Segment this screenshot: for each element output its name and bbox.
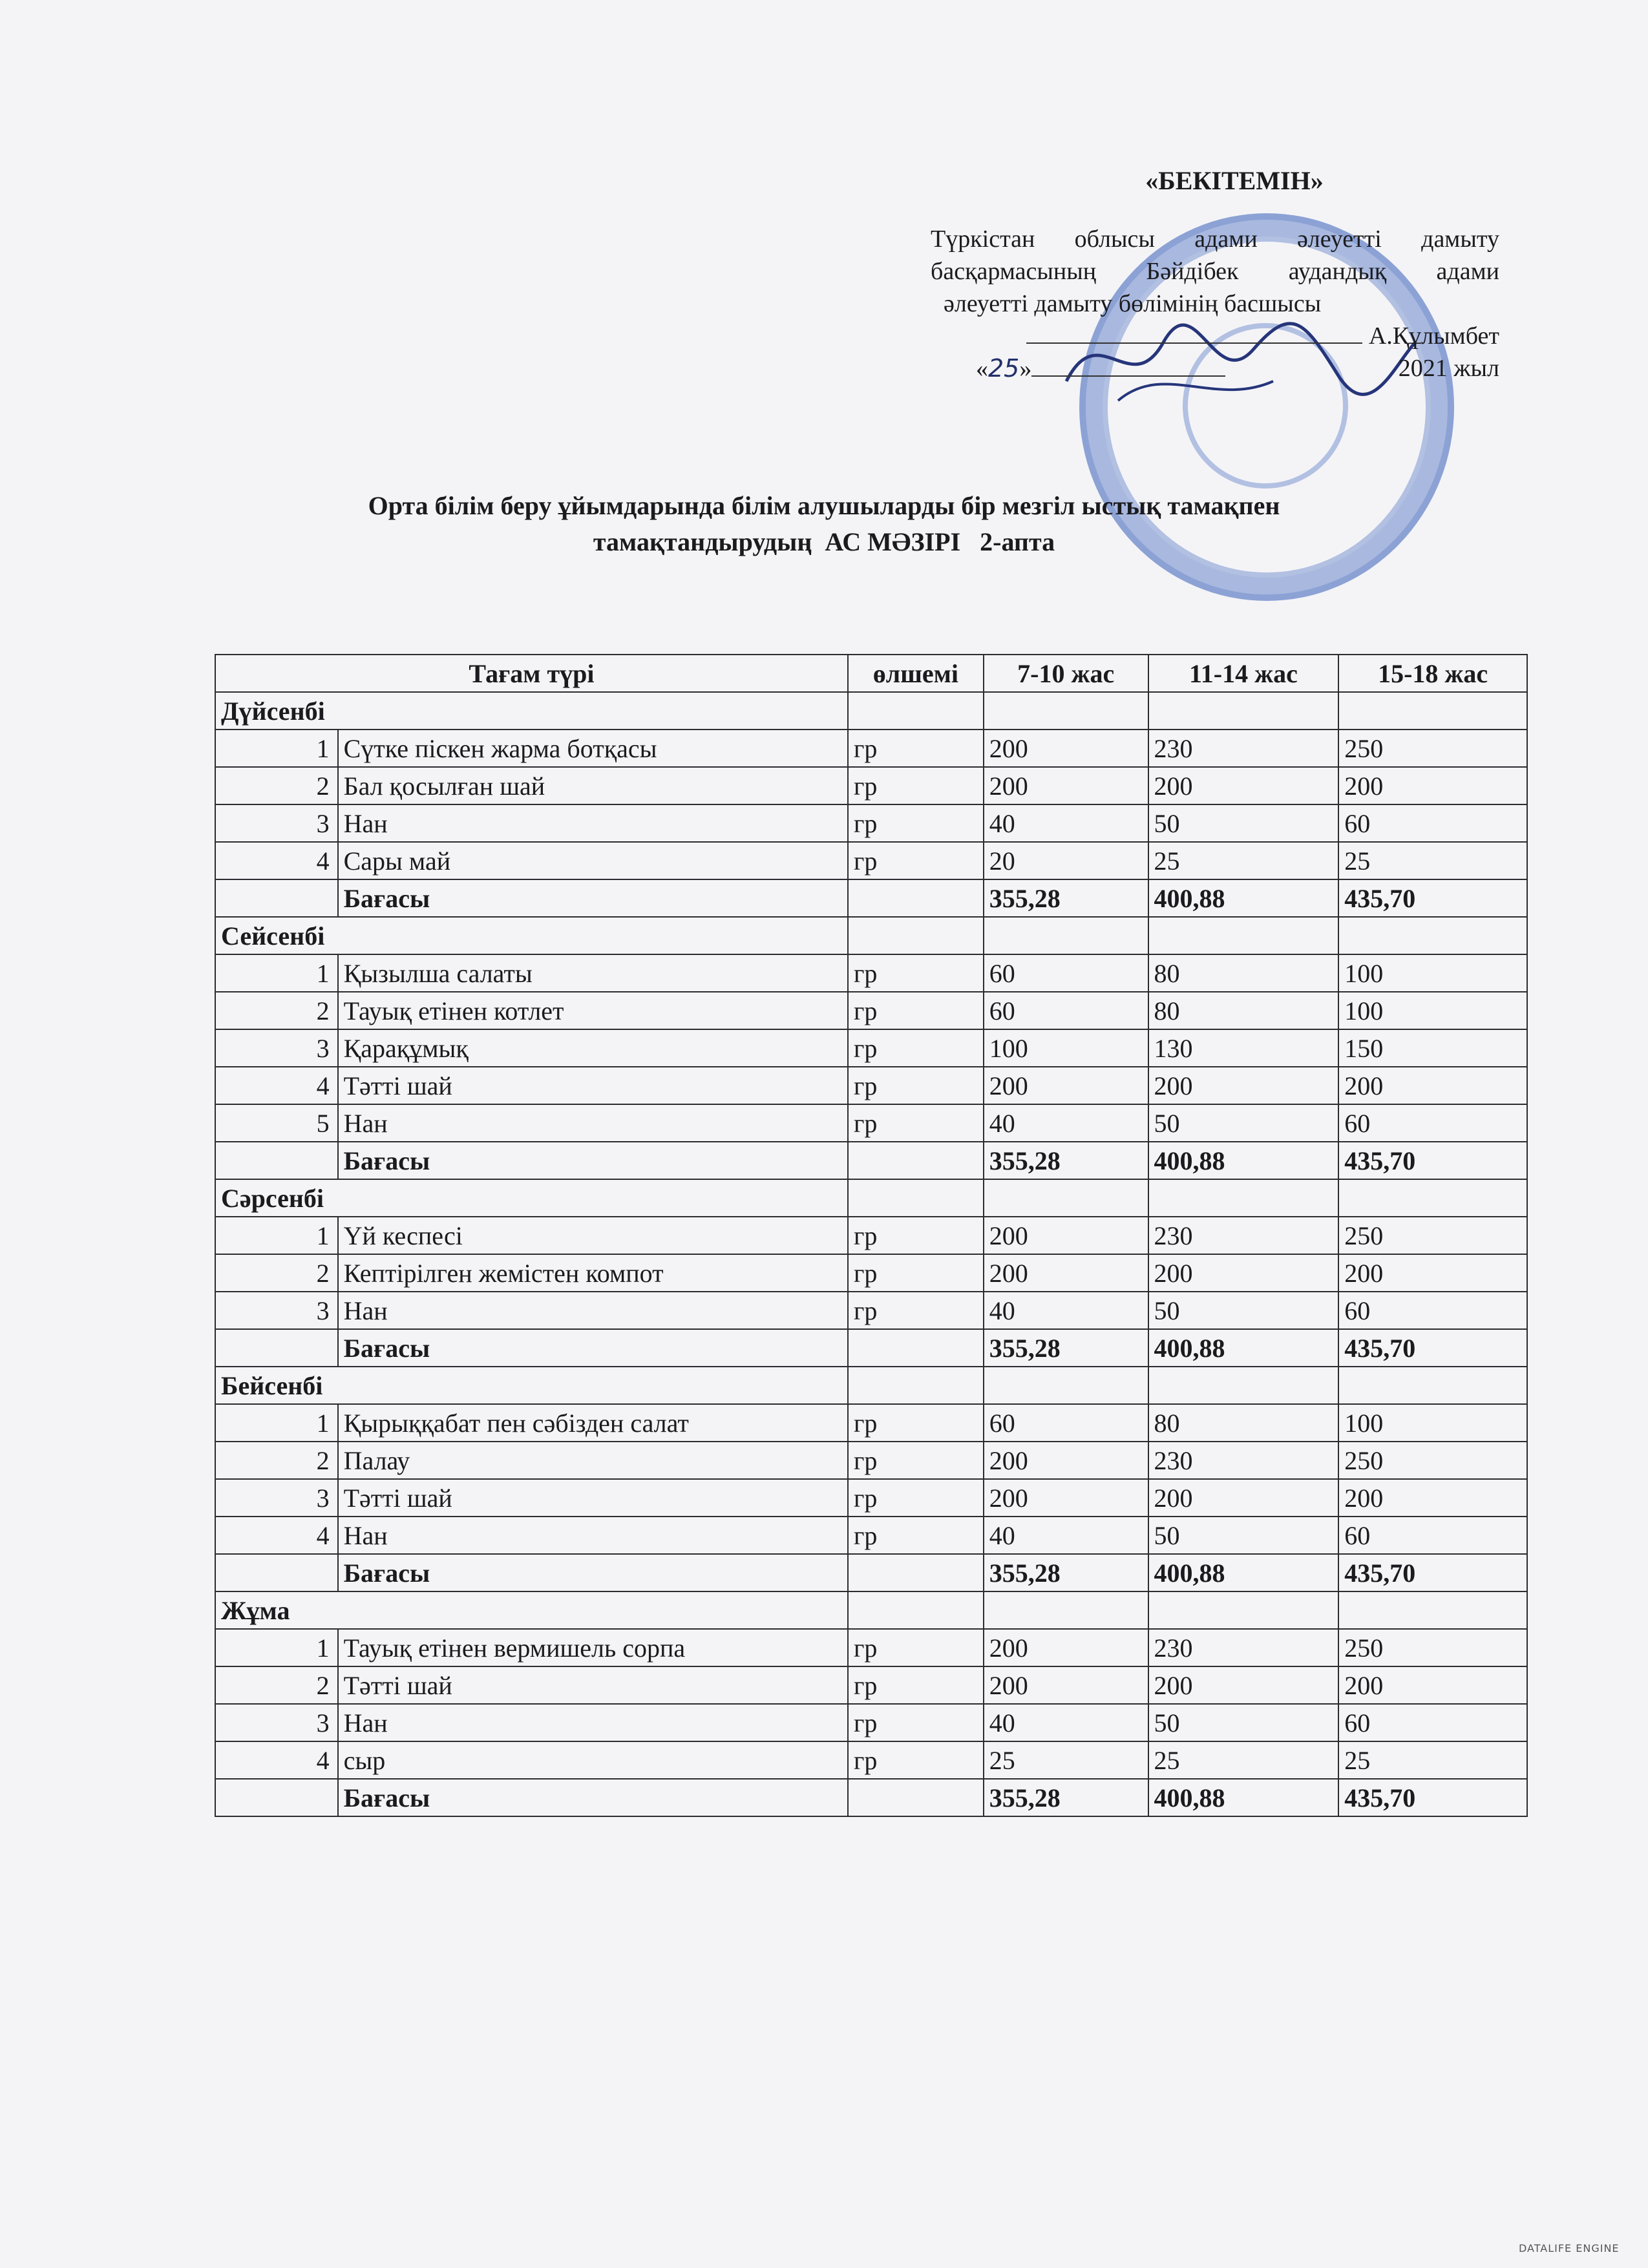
day-row <box>215 1591 1527 1629</box>
price-row <box>215 879 1527 917</box>
empty-cell <box>1338 692 1527 730</box>
date-day-field: «25» <box>976 352 1225 385</box>
table-row <box>215 1517 1527 1554</box>
amount-15-18: 60 <box>1338 1292 1527 1329</box>
dish-name: Нан <box>338 1292 848 1329</box>
unit: гр <box>848 767 984 804</box>
item-number: 2 <box>215 1442 338 1479</box>
empty-cell <box>1148 1179 1339 1217</box>
price-row <box>215 1329 1527 1367</box>
empty-cell <box>215 1554 338 1591</box>
heading-line-2: тамақтандырудың АС МӘЗІРІ 2-апта <box>593 527 1055 556</box>
unit: гр <box>848 1217 984 1254</box>
unit: гр <box>848 842 984 879</box>
price-row <box>215 1142 1527 1179</box>
dish-name: Нан <box>338 1704 848 1741</box>
amount-15-18: 200 <box>1338 1666 1527 1704</box>
table-row <box>215 804 1527 842</box>
empty-cell <box>984 692 1148 730</box>
unit: гр <box>848 1666 984 1704</box>
item-number: 4 <box>215 1067 338 1104</box>
dish-name: Тәтті шай <box>338 1479 848 1517</box>
amount-15-18: 200 <box>1338 1479 1527 1517</box>
dish-name: Нан <box>338 1104 848 1142</box>
empty-cell <box>1338 917 1527 954</box>
item-number: 1 <box>215 1404 338 1442</box>
table-row <box>215 1741 1527 1779</box>
empty-cell <box>848 917 984 954</box>
price-11-14: 400,88 <box>1148 1779 1339 1816</box>
table-row <box>215 842 1527 879</box>
amount-15-18: 200 <box>1338 1254 1527 1292</box>
empty-cell <box>1148 917 1339 954</box>
amount-11-14: 50 <box>1148 1517 1339 1554</box>
price-label: Бағасы <box>338 1329 848 1367</box>
table-row <box>215 1217 1527 1254</box>
unit: гр <box>848 1292 984 1329</box>
header-age-11-14: 11-14 жас <box>1148 655 1339 692</box>
item-number: 4 <box>215 1517 338 1554</box>
empty-cell <box>984 1591 1148 1629</box>
amount-11-14: 50 <box>1148 804 1339 842</box>
amount-7-10: 25 <box>984 1741 1148 1779</box>
price-label: Бағасы <box>338 879 848 917</box>
amount-15-18: 100 <box>1338 992 1527 1029</box>
item-number: 3 <box>215 1704 338 1741</box>
amount-7-10: 200 <box>984 730 1148 767</box>
item-number: 1 <box>215 1217 338 1254</box>
dish-name: сыр <box>338 1741 848 1779</box>
empty-cell <box>848 1591 984 1629</box>
amount-15-18: 25 <box>1338 842 1527 879</box>
table-row <box>215 1666 1527 1704</box>
amount-11-14: 200 <box>1148 1479 1339 1517</box>
amount-7-10: 200 <box>984 1666 1148 1704</box>
dish-name: Сары май <box>338 842 848 879</box>
amount-7-10: 60 <box>984 992 1148 1029</box>
approval-title: «БЕКІТЕМІН» <box>1145 166 1324 195</box>
dish-name: Кептірілген жемістен компот <box>338 1254 848 1292</box>
price-7-10: 355,28 <box>984 1329 1148 1367</box>
amount-7-10: 40 <box>984 1104 1148 1142</box>
dish-name: Қырыққабат пен сәбізден салат <box>338 1404 848 1442</box>
amount-11-14: 230 <box>1148 1217 1339 1254</box>
item-number: 1 <box>215 1629 338 1666</box>
item-number: 2 <box>215 767 338 804</box>
header-dish: Тағам түрі <box>215 655 848 692</box>
price-11-14: 400,88 <box>1148 1142 1339 1179</box>
amount-7-10: 200 <box>984 1067 1148 1104</box>
day-row <box>215 692 1527 730</box>
empty-cell <box>848 1142 984 1179</box>
price-15-18: 435,70 <box>1338 1329 1527 1367</box>
amount-7-10: 100 <box>984 1029 1148 1067</box>
price-15-18: 435,70 <box>1338 879 1527 917</box>
unit: гр <box>848 1442 984 1479</box>
dish-name: Тауық етінен котлет <box>338 992 848 1029</box>
amount-15-18: 250 <box>1338 1629 1527 1666</box>
amount-7-10: 40 <box>984 1704 1148 1741</box>
day-name: Жұма <box>215 1591 848 1629</box>
table-row <box>215 1029 1527 1067</box>
table-row <box>215 1292 1527 1329</box>
empty-cell <box>1148 1591 1339 1629</box>
item-number: 2 <box>215 1254 338 1292</box>
table-row <box>215 1067 1527 1104</box>
amount-7-10: 200 <box>984 1629 1148 1666</box>
amount-11-14: 230 <box>1148 1629 1339 1666</box>
table-row <box>215 730 1527 767</box>
amount-15-18: 60 <box>1338 1704 1527 1741</box>
unit: гр <box>848 1029 984 1067</box>
dish-name: Үй кеспесі <box>338 1217 848 1254</box>
unit: гр <box>848 1629 984 1666</box>
item-number: 3 <box>215 1029 338 1067</box>
price-label: Бағасы <box>338 1142 848 1179</box>
day-name: Дүйсенбі <box>215 692 848 730</box>
month-line <box>1031 375 1225 377</box>
amount-7-10: 200 <box>984 767 1148 804</box>
amount-11-14: 50 <box>1148 1704 1339 1741</box>
empty-cell <box>848 1367 984 1404</box>
unit: гр <box>848 954 984 992</box>
amount-11-14: 200 <box>1148 767 1339 804</box>
amount-11-14: 130 <box>1148 1029 1339 1067</box>
price-15-18: 435,70 <box>1338 1779 1527 1816</box>
amount-15-18: 60 <box>1338 804 1527 842</box>
date-day: 25 <box>988 354 1020 383</box>
empty-cell <box>848 879 984 917</box>
item-number: 1 <box>215 730 338 767</box>
amount-7-10: 40 <box>984 1292 1148 1329</box>
approval-signer <box>931 320 1499 352</box>
menu-table <box>215 654 1528 1817</box>
item-number: 4 <box>215 1741 338 1779</box>
price-7-10: 355,28 <box>984 1779 1148 1816</box>
amount-7-10: 200 <box>984 1217 1148 1254</box>
amount-15-18: 60 <box>1338 1517 1527 1554</box>
unit: гр <box>848 1404 984 1442</box>
empty-cell <box>1148 1367 1339 1404</box>
approval-line-1: Түркістан облысы адами әлеуетті дамыту <box>931 226 1499 253</box>
item-number: 3 <box>215 1292 338 1329</box>
signature-line <box>1026 342 1362 344</box>
unit: гр <box>848 1704 984 1741</box>
dish-name: Нан <box>338 1517 848 1554</box>
approval-line-3: әлеуетті дамыту бөлімінің басшысы <box>944 290 1322 317</box>
dish-name: Нан <box>338 804 848 842</box>
amount-15-18: 200 <box>1338 1067 1527 1104</box>
empty-cell <box>848 1179 984 1217</box>
unit: гр <box>848 1067 984 1104</box>
price-11-14: 400,88 <box>1148 1329 1339 1367</box>
amount-7-10: 200 <box>984 1479 1148 1517</box>
header-unit: өлшемі <box>848 655 984 692</box>
amount-15-18: 25 <box>1338 1741 1527 1779</box>
amount-15-18: 250 <box>1338 1442 1527 1479</box>
amount-15-18: 250 <box>1338 730 1527 767</box>
unit: гр <box>848 804 984 842</box>
unit: гр <box>848 1741 984 1779</box>
empty-cell <box>984 1367 1148 1404</box>
dish-name: Палау <box>338 1442 848 1479</box>
day-name: Сәрсенбі <box>215 1179 848 1217</box>
dish-name: Бал қосылған шай <box>338 767 848 804</box>
amount-11-14: 80 <box>1148 992 1339 1029</box>
table-row <box>215 1479 1527 1517</box>
empty-cell <box>984 917 1148 954</box>
amount-15-18: 150 <box>1338 1029 1527 1067</box>
signer-name: А.Құлымбет <box>1368 322 1499 350</box>
day-row <box>215 1367 1527 1404</box>
item-number: 2 <box>215 992 338 1029</box>
amount-7-10: 60 <box>984 954 1148 992</box>
dish-name: Тауық етінен вермишель сорпа <box>338 1629 848 1666</box>
unit: гр <box>848 1104 984 1142</box>
amount-11-14: 50 <box>1148 1292 1339 1329</box>
amount-11-14: 230 <box>1148 730 1339 767</box>
amount-11-14: 230 <box>1148 1442 1339 1479</box>
table-row <box>215 767 1527 804</box>
dish-name: Тәтті шай <box>338 1067 848 1104</box>
table-row <box>215 992 1527 1029</box>
price-label: Бағасы <box>338 1779 848 1816</box>
empty-cell <box>848 1554 984 1591</box>
approval-date <box>931 352 1499 385</box>
document-heading <box>194 488 1454 560</box>
empty-cell <box>215 1142 338 1179</box>
item-number: 5 <box>215 1104 338 1142</box>
date-year: 2021 жыл <box>1398 355 1499 382</box>
empty-cell <box>215 879 338 917</box>
dish-name: Қызылша салаты <box>338 954 848 992</box>
header-age-15-18: 15-18 жас <box>1338 655 1527 692</box>
table-row <box>215 1104 1527 1142</box>
price-15-18: 435,70 <box>1338 1554 1527 1591</box>
table-row <box>215 1404 1527 1442</box>
price-row <box>215 1779 1527 1816</box>
price-7-10: 355,28 <box>984 879 1148 917</box>
amount-15-18: 100 <box>1338 1404 1527 1442</box>
unit: гр <box>848 1479 984 1517</box>
amount-11-14: 200 <box>1148 1254 1339 1292</box>
amount-11-14: 80 <box>1148 954 1339 992</box>
amount-11-14: 50 <box>1148 1104 1339 1142</box>
empty-cell <box>215 1329 338 1367</box>
day-row <box>215 917 1527 954</box>
price-11-14: 400,88 <box>1148 879 1339 917</box>
amount-15-18: 200 <box>1338 767 1527 804</box>
price-7-10: 355,28 <box>984 1142 1148 1179</box>
table-body <box>215 692 1527 1816</box>
empty-cell <box>848 1779 984 1816</box>
empty-cell <box>848 692 984 730</box>
item-number: 1 <box>215 954 338 992</box>
day-row <box>215 1179 1527 1217</box>
amount-11-14: 25 <box>1148 842 1339 879</box>
unit: гр <box>848 992 984 1029</box>
empty-cell <box>215 1779 338 1816</box>
empty-cell <box>1338 1367 1527 1404</box>
empty-cell <box>1338 1591 1527 1629</box>
amount-11-14: 200 <box>1148 1067 1339 1104</box>
table-row <box>215 1629 1527 1666</box>
unit: гр <box>848 1254 984 1292</box>
table-row <box>215 1254 1527 1292</box>
header-age-7-10: 7-10 жас <box>984 655 1148 692</box>
approval-line-2: басқармасының Бәйдібек аудандық адами <box>931 258 1499 285</box>
table-row <box>215 1442 1527 1479</box>
item-number: 3 <box>215 804 338 842</box>
price-11-14: 400,88 <box>1148 1554 1339 1591</box>
item-number: 2 <box>215 1666 338 1704</box>
amount-15-18: 250 <box>1338 1217 1527 1254</box>
approval-block <box>931 165 1499 385</box>
amount-7-10: 200 <box>984 1254 1148 1292</box>
price-7-10: 355,28 <box>984 1554 1148 1591</box>
item-number: 3 <box>215 1479 338 1517</box>
amount-7-10: 60 <box>984 1404 1148 1442</box>
day-name: Бейсенбі <box>215 1367 848 1404</box>
heading-line-1: Орта білім беру ұйымдарында білім алушыларды бір мезгіл ыстық тамақпен <box>368 491 1280 520</box>
amount-15-18: 60 <box>1338 1104 1527 1142</box>
unit: гр <box>848 1517 984 1554</box>
amount-7-10: 40 <box>984 804 1148 842</box>
footer-logo: DATALIFE ENGINE <box>1519 2242 1620 2254</box>
dish-name: Тәтті шай <box>338 1666 848 1704</box>
dish-name: Қарақұмық <box>338 1029 848 1067</box>
empty-cell <box>984 1179 1148 1217</box>
table-row <box>215 1704 1527 1741</box>
amount-7-10: 20 <box>984 842 1148 879</box>
table-row <box>215 954 1527 992</box>
amount-7-10: 200 <box>984 1442 1148 1479</box>
day-name: Сейсенбі <box>215 917 848 954</box>
amount-11-14: 25 <box>1148 1741 1339 1779</box>
price-row <box>215 1554 1527 1591</box>
amount-15-18: 100 <box>1338 954 1527 992</box>
empty-cell <box>1338 1179 1527 1217</box>
dish-name: Сүтке піскен жарма ботқасы <box>338 730 848 767</box>
amount-7-10: 40 <box>984 1517 1148 1554</box>
price-15-18: 435,70 <box>1338 1142 1527 1179</box>
table-header-row <box>215 655 1527 692</box>
amount-11-14: 80 <box>1148 1404 1339 1442</box>
empty-cell <box>1148 692 1339 730</box>
price-label: Бағасы <box>338 1554 848 1591</box>
unit: гр <box>848 730 984 767</box>
amount-11-14: 200 <box>1148 1666 1339 1704</box>
item-number: 4 <box>215 842 338 879</box>
empty-cell <box>848 1329 984 1367</box>
